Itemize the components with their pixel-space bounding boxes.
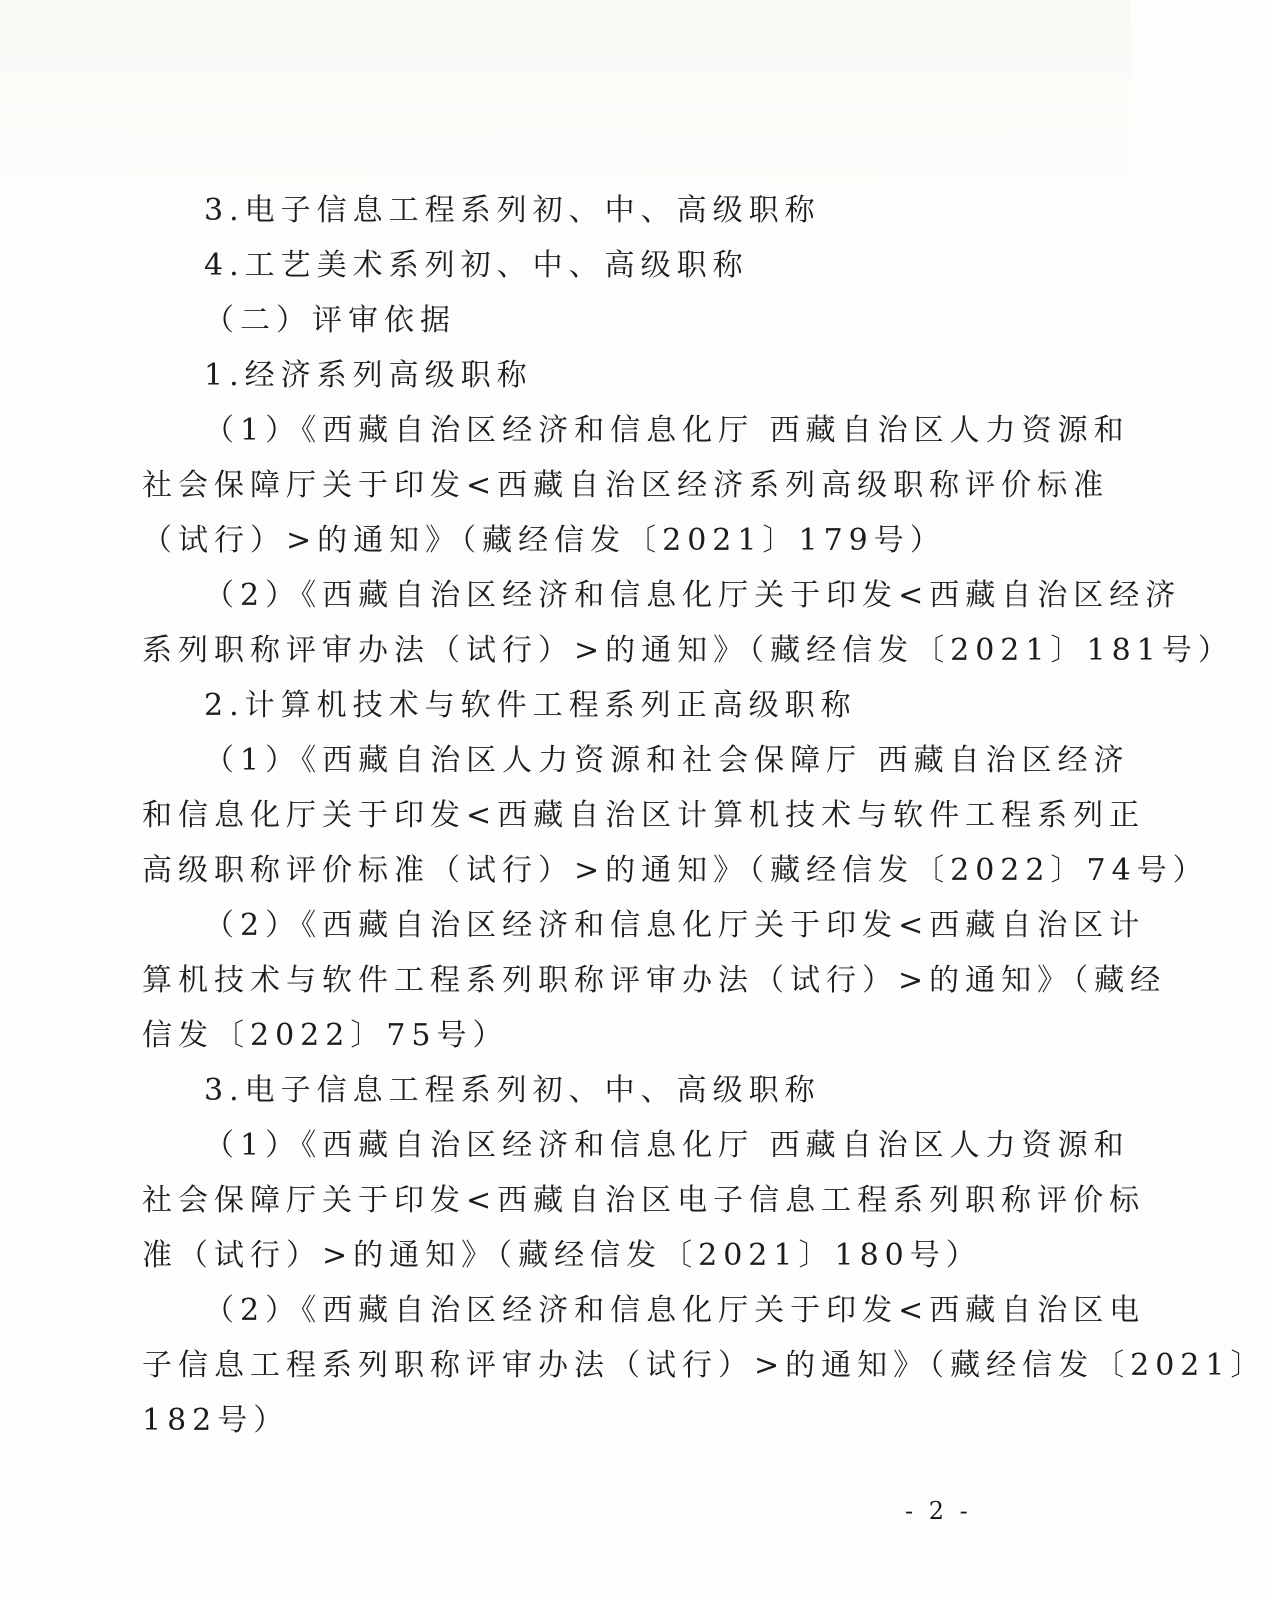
paragraph-line: 准（试行）>的通知》（藏经信发〔2021〕180号） bbox=[142, 1238, 982, 1273]
document-body bbox=[142, 183, 1266, 1448]
list-item-heading: 4.工艺美术系列初、中、高级职称 bbox=[204, 248, 749, 283]
paragraph-line: 系列职称评审办法（试行）>的通知》（藏经信发〔2021〕181号） bbox=[142, 633, 1234, 668]
paragraph-line: （2）《西藏自治区经济和信息化厅关于印发<西藏自治区经济 bbox=[204, 578, 1182, 613]
paragraph-line: 和信息化厅关于印发<西藏自治区计算机技术与软件工程系列正 bbox=[142, 798, 1146, 833]
paragraph-line: 子信息工程系列职称评审办法（试行）>的通知》（藏经信发〔2021〕 bbox=[142, 1348, 1266, 1383]
paragraph-line: （1）《西藏自治区经济和信息化厅 西藏自治区人力资源和 bbox=[204, 1128, 1130, 1163]
page-number: - 2 - bbox=[905, 1497, 972, 1525]
list-item-heading: 3.电子信息工程系列初、中、高级职称 bbox=[204, 1073, 821, 1108]
paragraph-line: 信发〔2022〕75号） bbox=[142, 1018, 509, 1053]
paragraph-line: 182号） bbox=[142, 1403, 290, 1438]
paragraph-line: 社会保障厅关于印发<西藏自治区电子信息工程系列职称评价标 bbox=[142, 1183, 1146, 1218]
paragraph-line: （2）《西藏自治区经济和信息化厅关于印发<西藏自治区计 bbox=[204, 908, 1146, 943]
paragraph-line: 社会保障厅关于印发<西藏自治区经济系列高级职称评价标准 bbox=[142, 468, 1110, 503]
paragraph-line: （试行）>的通知》（藏经信发〔2021〕179号） bbox=[142, 523, 946, 558]
list-item-heading: 3.电子信息工程系列初、中、高级职称 bbox=[204, 193, 821, 228]
list-item-heading: 2.计算机技术与软件工程系列正高级职称 bbox=[204, 688, 857, 723]
paragraph-line: （1）《西藏自治区人力资源和社会保障厅 西藏自治区经济 bbox=[204, 743, 1130, 778]
paragraph-line: 高级职称评价标准（试行）>的通知》（藏经信发〔2022〕74号） bbox=[142, 853, 1209, 888]
paragraph-line: 算机技术与软件工程系列职称评审办法（试行）>的通知》（藏经 bbox=[142, 963, 1167, 998]
list-item-heading: 1.经济系列高级职称 bbox=[204, 358, 533, 393]
section-heading: （二）评审依据 bbox=[204, 303, 456, 338]
paragraph-line: （1）《西藏自治区经济和信息化厅 西藏自治区人力资源和 bbox=[204, 413, 1130, 448]
paragraph-line: （2）《西藏自治区经济和信息化厅关于印发<西藏自治区电 bbox=[204, 1293, 1146, 1328]
